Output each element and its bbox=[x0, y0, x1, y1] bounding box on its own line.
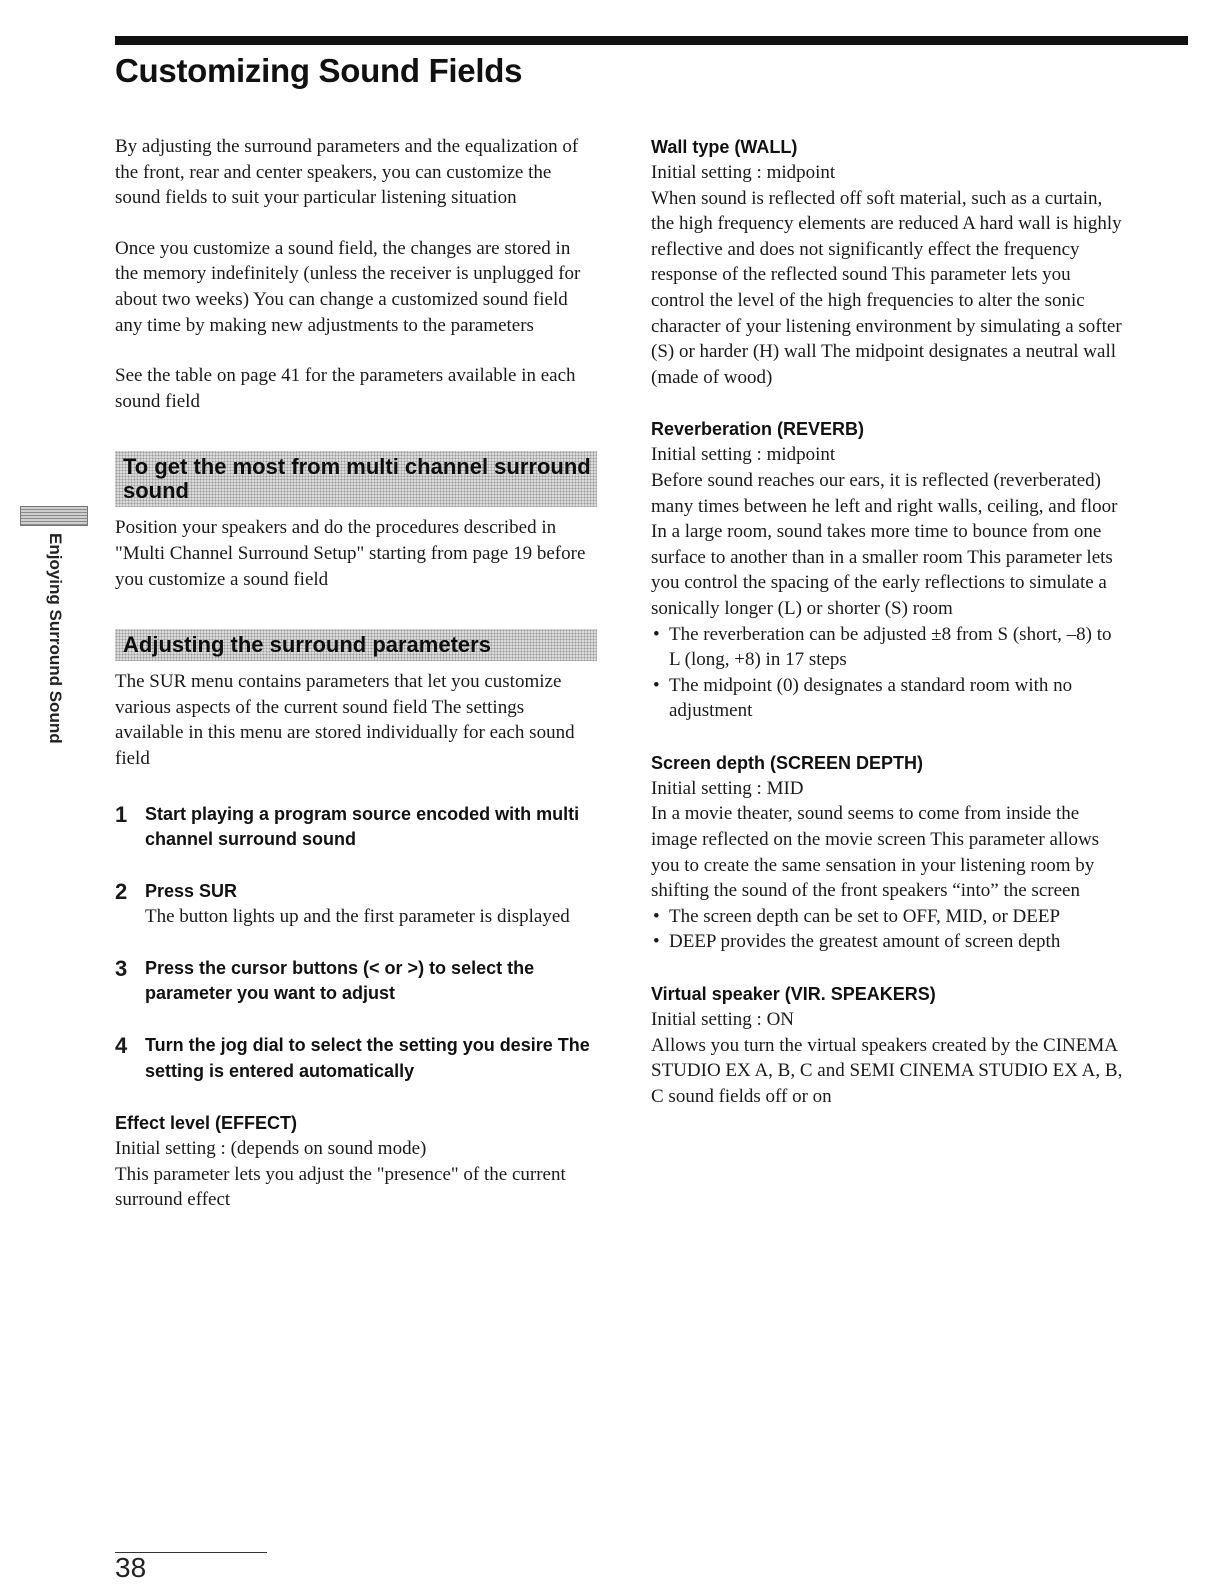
intro-paragraph: By adjusting the surround parameters and the equalization of the front, rear and center speakers, you can customize the sound fields to suit your particular listening situation bbox=[115, 136, 579, 209]
chapter-tab-marker bbox=[20, 506, 88, 526]
param-title: Reverberation (REVERB) bbox=[651, 419, 865, 440]
param-description: In a movie theater, sound seems to come from inside the image reflected on the movie screen This parameter allows you to create the same sensation in your listening room by shifting the sound of the front speakers “into” the screen bbox=[651, 803, 1100, 902]
param-title: Effect level (EFFECT) bbox=[115, 1113, 298, 1134]
intro-paragraph: See the table on page 41 for the parameters available in each sound field bbox=[115, 365, 576, 412]
bullet-item: • The midpoint (0) designates a standard room with no adjustment bbox=[651, 673, 1126, 724]
param-description: When sound is reflected off soft material, such as a curtain, the high frequency elements are reduced A hard wall is highly reflective and does not significantly effect the frequency response of the reflected sound This parameter lets you control the level of the high frequencies to alter the sonic character of your listening environment by simulating a softer (S) or harder (H) wall The midpoint designates a neutral wall (made of wood) bbox=[651, 187, 1122, 388]
section-body-surround-parameters: The SUR menu contains parameters that let you customize various aspects of the current sound field The settings available in this menu are stored individually for each sound field bbox=[115, 671, 575, 769]
bullet-item: • DEEP provides the greatest amount of screen depth bbox=[651, 929, 1126, 955]
param-title: Wall type (WALL) bbox=[651, 137, 798, 157]
procedure-steps bbox=[115, 802, 595, 1085]
section-heading-surround-parameters: Adjusting the surround parameters bbox=[115, 629, 597, 661]
step-number: 2 bbox=[115, 878, 128, 904]
top-rule bbox=[115, 36, 1188, 45]
param-screen-depth bbox=[651, 750, 1126, 955]
section-heading-multichannel: To get the most from multi channel surround sound bbox=[115, 451, 597, 507]
procedure-step bbox=[115, 879, 595, 930]
step-number: 3 bbox=[115, 955, 128, 981]
step-instruction: Press the cursor buttons (< or >) to select the parameter you want to adjust bbox=[145, 957, 535, 1004]
param-initial-setting: Initial setting : ON bbox=[651, 1009, 795, 1031]
step-number: 1 bbox=[115, 801, 128, 827]
page-title: Customizing Sound Fields bbox=[115, 52, 523, 89]
step-instruction: Turn the jog dial to select the setting you desire The setting is entered automatically bbox=[145, 1035, 590, 1081]
page-number: 38 bbox=[115, 1552, 267, 1595]
bullet-item: • The reverberation can be adjusted ±8 from S (short, –8) to L (long, +8) in 17 steps bbox=[651, 622, 1126, 673]
param-effect-level bbox=[115, 1110, 595, 1213]
bullet-list bbox=[651, 904, 1126, 955]
param-initial-setting: Initial setting : midpoint bbox=[651, 444, 836, 466]
procedure-step bbox=[115, 956, 595, 1007]
section-body-multichannel: Position your speakers and do the procedures described in "Multi Channel Surround Setup" starting from page 19 before you customize a sound field bbox=[115, 517, 586, 590]
bullet-item: • The screen depth can be set to OFF, MID, or DEEP bbox=[651, 904, 1126, 930]
step-instruction: Start playing a program source encoded with multi channel surround sound bbox=[145, 803, 580, 850]
param-description: Allows you turn the virtual speakers created by the CINEMA STUDIO EX A, B, C and SEMI CINEMA STUDIO EX A, B, C sound fields off or on bbox=[651, 1034, 1123, 1107]
param-virtual-speaker bbox=[651, 981, 1126, 1109]
step-detail: The button lights up and the first parameter is displayed bbox=[145, 906, 570, 928]
param-initial-setting: Initial setting : MID bbox=[651, 777, 804, 799]
step-instruction: Press SUR bbox=[145, 880, 238, 901]
step-number: 4 bbox=[115, 1033, 128, 1059]
param-wall-type bbox=[651, 134, 1126, 390]
param-initial-setting: Initial setting : (depends on sound mode) bbox=[115, 1138, 427, 1160]
param-initial-setting: Initial setting : midpoint bbox=[651, 162, 836, 183]
left-column bbox=[115, 134, 595, 1239]
param-reverberation bbox=[651, 416, 1126, 724]
procedure-step bbox=[115, 802, 595, 853]
intro-paragraph: Once you customize a sound field, the changes are stored in the memory indefinitely (unless the receiver is unplugged for about two weeks) You can change a customized sound field any time by making new adjustments to the parameters bbox=[115, 237, 581, 336]
chapter-side-label: Enjoying Surround Sound bbox=[46, 533, 65, 744]
param-title: Virtual speaker (VIR. SPEAKERS) bbox=[651, 984, 936, 1005]
param-description: Before sound reaches our ears, it is reflected (reverberated) many times between he left and right walls, ceiling, and floor In a large room, sound takes more time to bounce from one surface to another than in a smaller room This parameter lets you control the spacing of the early reflections to simulate a sonically longer (L) or shorter (S) room bbox=[651, 469, 1118, 619]
bullet-list bbox=[651, 622, 1126, 724]
right-column bbox=[651, 134, 1126, 1135]
param-title: Screen depth (SCREEN DEPTH) bbox=[651, 752, 924, 773]
procedure-step bbox=[115, 1033, 595, 1084]
param-description: This parameter lets you adjust the "presence" of the current surround effect bbox=[115, 1163, 566, 1211]
